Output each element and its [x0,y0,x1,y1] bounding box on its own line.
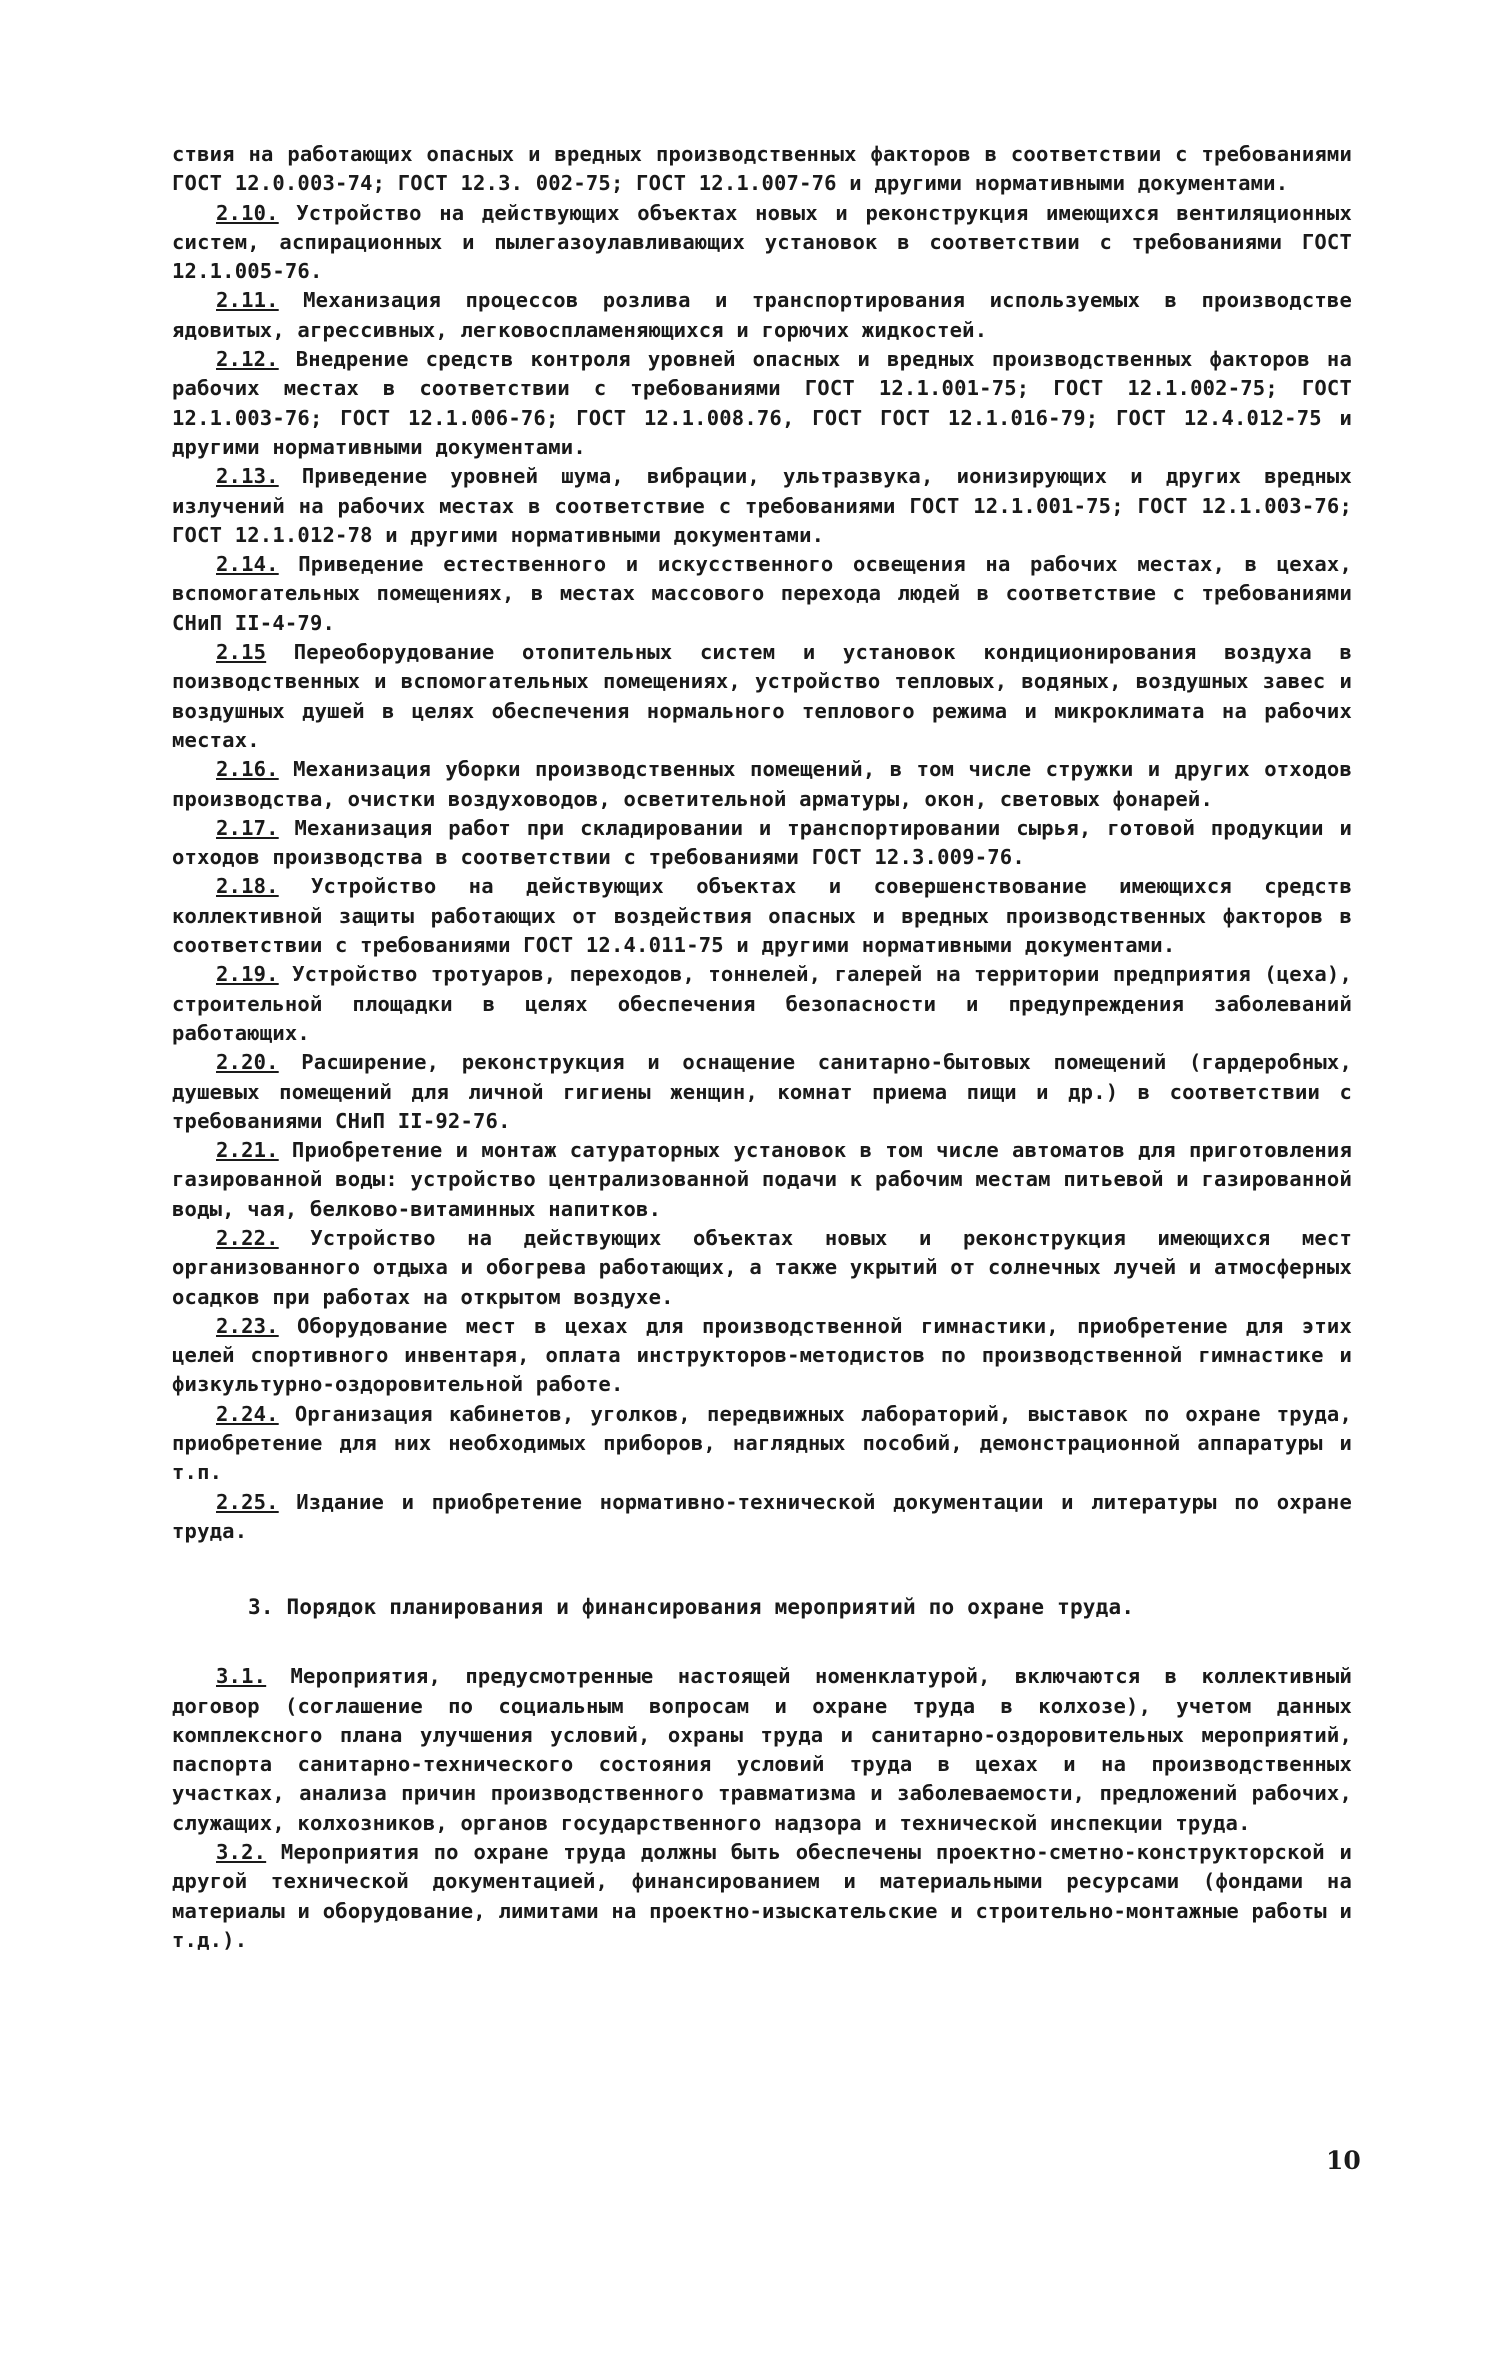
item-2-18 [172,872,1352,960]
item-text: Приобретение и монтаж сатураторных установок в том числе автоматов для приготовления газированной воды: устройство централизованной подачи к рабочим местам питьевой и газированной воды, чая, белково-витаминных напитков. [172,1138,1353,1221]
item-2-12 [172,345,1352,462]
item-2-10 [172,199,1352,287]
item-number: 2.21. [216,1138,279,1163]
item-number: 2.23. [216,1313,279,1338]
item-2-22 [172,1224,1352,1312]
item-text: Механизация уборки производственных помещений, в том числе стружки и других отходов производства, очистки воздуховодов, осветительной арматуры, окон, световых фонарей. [172,757,1352,811]
item-text: Внедрение средств контроля уровней опасных и вредных производственных факторов на рабочих местах в соответствии с требованиями ГОСТ 12.1.001-75; ГОСТ 12.1.002-75; ГОСТ 12.1.003-76; ГОСТ 12.1.006-76; ГОСТ 12.1.008.76, ГОСТ ГОСТ 12.1.016-79; ГОСТ 12.4.012-75 и другими нормативными документами. [172,347,1353,459]
item-2-15 [172,638,1352,755]
item-text: Механизация работ при складировании и транспортировании сырья, готовой продукции и отходов производства в соответствии с требованиями ГОСТ 12.3.009-76. [172,815,1353,870]
item-number: 2.16. [216,757,279,782]
item-text: Устройство на действующих объектах и совершенствование имеющихся средств коллективной защиты работающих от воздействия опасных и вредных производственных факторов в соответствии с требованиями ГОСТ 12.4.011-75 и другими нормативными документами. [172,874,1353,958]
section-3-heading: 3. Порядок планирования и финансирования мероприятий по охране труда. [248,1595,1135,1620]
item-2-14 [172,550,1352,638]
item-number: 3.1. [216,1664,267,1689]
item-2-21 [172,1136,1352,1224]
item-2-19 [172,960,1352,1048]
item-text: Устройство на действующих объектах новых и реконструкция имеющихся вентиляционных систем, аспирационных и пылегазоулавливающих установок в соответствии с требованиями ГОСТ 12.1.005-76. [172,200,1353,284]
item-2-24 [172,1400,1352,1488]
item-number: 2.17. [216,815,279,840]
document-body [172,140,1352,1955]
item-number: 2.18. [216,874,279,899]
item-text: Организация кабинетов, уголков, передвижных лабораторий, выставок по охране труда, приобретение для них необходимых приборов, наглядных пособий, демонстрационной аппаратуры и т.п. [172,1401,1353,1485]
item-number: 2.10. [216,200,279,225]
item-2-13 [172,462,1352,550]
item-text: Мероприятия по охране труда должны быть обеспечены проектно-сметно-конструкторской и другой технической документацией, финансированием и материальными ресурсами (фондами на материалы и оборудование, лимитами на проектно-изыскательские и строительно-монтажные работы и т.д.). [172,1840,1353,1952]
item-text: Оборудование мест в цехах для производственной гимнастики, приобретение для этих целей спортивного инвентаря, оплата инструкторов-методистов по производственной гимнастике и физкультурно-оздоровительной работе. [172,1313,1352,1397]
item-text: Приведение уровней шума, вибрации, ультразвука, ионизирующих и других вредных излучений на рабочих местах в соответствие с требованиями ГОСТ 12.1.001-75; ГОСТ 12.1.003-76; ГОСТ 12.1.012-78 и другими нормативными документами. [172,464,1352,547]
item-3-2 [172,1838,1352,1955]
item-number: 2.24. [216,1401,279,1426]
item-text: Приведение естественного и искусственного освещения на рабочих местах, в цехах, вспомогательных помещениях, в местах массового перехода людей в соответствие с требованиями СНиП II-4-79. [172,552,1353,635]
item-number: 2.12. [216,347,279,372]
item-3-1 [172,1662,1352,1838]
item-text: Издание и приобретение нормативно-технической документации и литературы по охране труда. [172,1489,1353,1543]
page-number: 10 [1326,2146,1361,2175]
item-number: 3.2. [216,1840,267,1865]
item-text: Мероприятия, предусмотренные настоящей номенклатурой, включаются в коллективный договор (соглашение по социальным вопросам и охране труда в колхозе), учетом данных комплексного плана улучшения условий, охраны труда и санитарно-оздоровительных мероприятий, паспорта санитарно-технического состояния условий труда в цехах и на производственных участках, анализа причин производственного травматизма и заболеваемости, предложений рабочих, служащих, колхозников, органов государственного надзора и технической инспекции труда. [172,1664,1352,1835]
item-number: 2.14. [216,552,279,577]
item-text: Устройство на действующих объектах новых и реконструкция имеющихся мест организованного отдыха и обогрева работающих, а также укрытий от солнечных лучей и атмосферных осадков при работах на открытом воздухе. [172,1225,1352,1309]
continuation-paragraph: ствия на работающих опасных и вредных производственных факторов в соответствии с требованиями ГОСТ 12.0.003-74; ГОСТ 12.3. 002-75; ГОСТ 12.1.007-76 и другими нормативными документами. [172,142,1352,196]
item-2-16 [172,755,1352,814]
item-number: 2.20. [216,1050,279,1075]
item-number: 2.19. [216,962,279,987]
item-number: 2.15 [216,640,267,665]
item-number: 2.22. [216,1225,279,1250]
item-number: 2.11. [216,288,279,313]
item-text: Механизация процессов розлива и транспортирования используемых в производстве ядовитых, агрессивных, легковоспламеняющихся и горючих жидкостей. [172,288,1352,342]
item-2-25 [172,1488,1352,1547]
item-2-23 [172,1312,1352,1400]
item-2-20 [172,1048,1352,1136]
item-number: 2.13. [216,464,279,489]
item-text: Расширение, реконструкция и оснащение санитарно-бытовых помещений (гардеробных, душевых помещений для личной гигиены женщин, комнат приема пищи и др.) в соответствии с требованиями СНиП II-92-76. [172,1050,1352,1133]
item-2-17 [172,814,1352,873]
item-number: 2.25. [216,1489,279,1514]
item-2-11 [172,286,1352,345]
item-text: Устройство тротуаров, переходов, тоннелей, галерей на территории предприятия (цеха), строительной площадки в целях обеспечения безопасности и предупреждения заболеваний работающих. [172,962,1352,1045]
item-text: Переоборудование отопительных систем и установок кондиционирования воздуха в поизводственных и вспомогательных помещениях, устройство тепловых, водяных, воздушных завес и воздушных душей в целях обеспечения нормального теплового режима и микроклимата на рабочих местах. [172,640,1352,752]
